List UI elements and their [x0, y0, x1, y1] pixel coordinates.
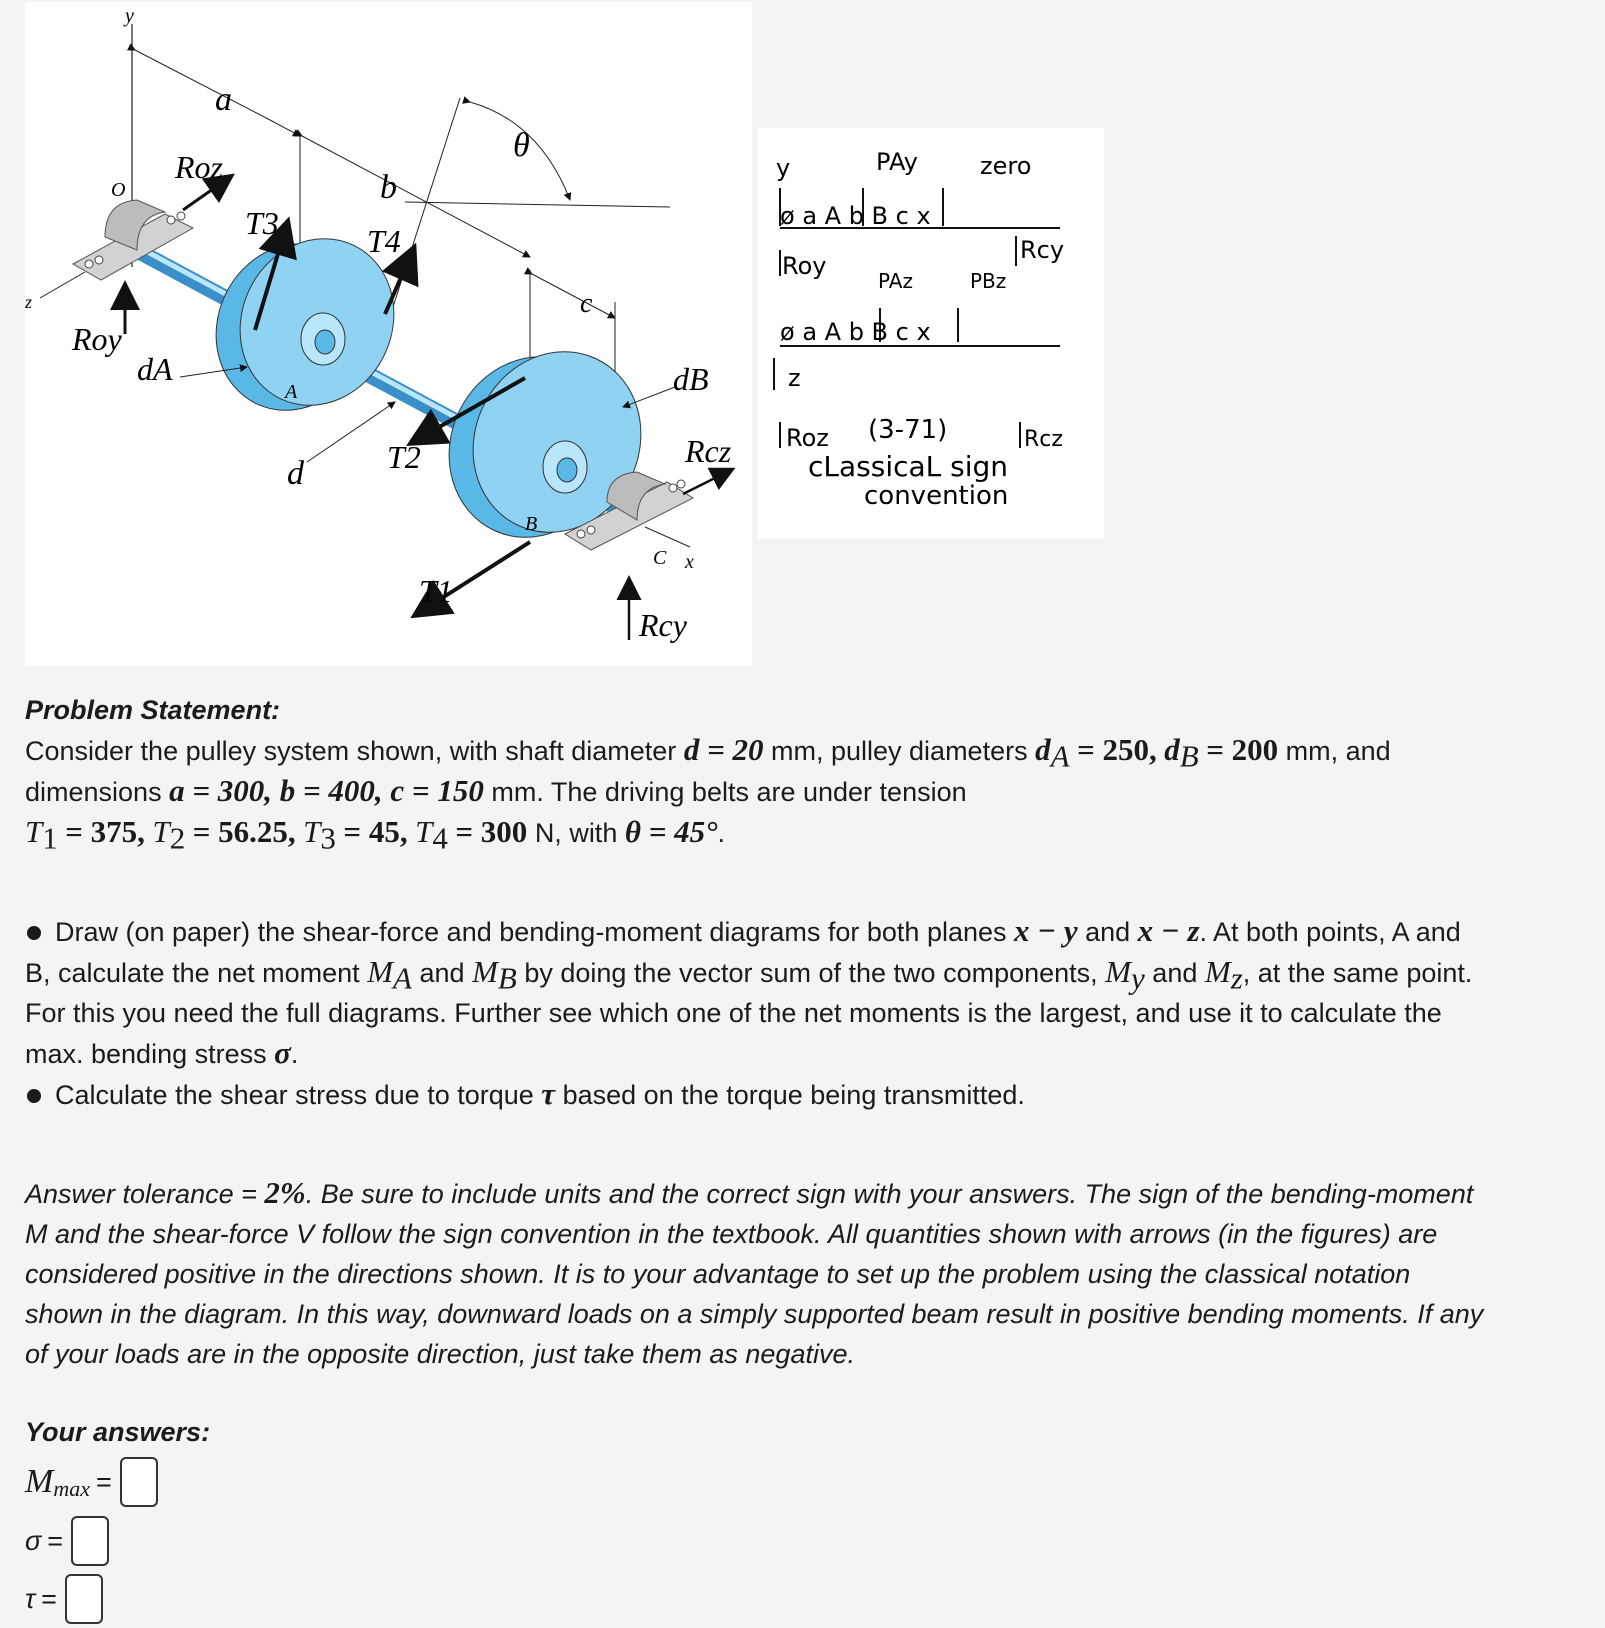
- pulley-figure-svg: [25, 2, 752, 666]
- label-point-b: B: [525, 513, 538, 535]
- sketch-z: z: [788, 364, 801, 392]
- t1-symbol: T: [25, 814, 43, 849]
- t1-value: = 375,: [65, 814, 145, 849]
- answer-row-sigma: [25, 1512, 1585, 1570]
- sigma-equals: =: [47, 1526, 64, 1556]
- bullet-2: [25, 1074, 1585, 1115]
- label-roy: Roy: [72, 321, 122, 357]
- bullet-1-text-c: B, calculate the net moment: [25, 958, 360, 988]
- pulley-figure: [25, 2, 752, 666]
- bullet-1-and: and: [1085, 917, 1131, 947]
- bullet-1-text-f: For this you need the full diagrams. Further see which one of the net moments is the largest, and use it to calculate the: [25, 998, 1442, 1028]
- rcz-arrow: [683, 470, 731, 494]
- sketch-ref: (3-71): [868, 415, 948, 445]
- hand-sketch: [758, 128, 1104, 539]
- answer-row-mmax: M max =: [25, 1452, 1585, 1512]
- bullet-1-text-g: max. bending stress: [25, 1039, 267, 1069]
- bullet-1: [25, 911, 1585, 1074]
- tau-answer-input[interactable]: [65, 1574, 103, 1624]
- da-value: = 250,: [1077, 732, 1157, 767]
- label-c: c: [580, 288, 593, 319]
- problem-text-2: mm, pulley diameters: [771, 736, 1028, 766]
- tau-answer-symbol: τ: [25, 1584, 36, 1614]
- problem-period: .: [717, 818, 726, 848]
- sketch-paz: PAz: [878, 269, 913, 293]
- sketch-caption-2: convention: [864, 481, 1009, 511]
- problem-content: [25, 690, 1585, 1628]
- label-o: O: [111, 179, 126, 201]
- tolerance-percent: 2%: [264, 1175, 306, 1210]
- tolerance-text-a: Answer tolerance =: [25, 1179, 257, 1209]
- problem-text-4: dimensions: [25, 777, 162, 807]
- sketch-roy: Roy: [782, 252, 827, 280]
- sketch-zero: zero: [980, 152, 1032, 180]
- mmax-answer-input[interactable]: [120, 1457, 158, 1507]
- plane-xz: x − z: [1137, 913, 1200, 948]
- mb-symbol: M: [472, 954, 498, 989]
- plane-xy: x − y: [1014, 913, 1078, 948]
- t2-value: = 56.25,: [192, 814, 296, 849]
- label-d: d: [287, 455, 304, 492]
- t4-value: = 300: [455, 814, 528, 849]
- dimensions: a = 300, b = 400, c = 150: [169, 773, 484, 808]
- bullet-1-period: .: [290, 1039, 299, 1069]
- label-t4: T4: [367, 223, 401, 259]
- bullet-1-text-d: by doing the vector sum of the two components,: [524, 958, 1098, 988]
- problem-text: [25, 730, 1585, 856]
- mb-sub: B: [497, 960, 517, 996]
- mmax-symbol: M: [25, 1463, 54, 1500]
- sigma-symbol: σ: [274, 1035, 291, 1070]
- bullet-dot: [27, 926, 41, 940]
- answer-row-tau: [25, 1570, 1585, 1628]
- tolerance-text-b: . Be sure to include units and the correct sign with your answers. The sign of the bending-moment: [305, 1179, 1474, 1209]
- sketch-rcz: Rcz: [1024, 427, 1063, 452]
- problem-text-6: N, with: [534, 818, 618, 848]
- label-rcy: Rcy: [639, 607, 687, 643]
- sketch-pbz: PBz: [970, 269, 1007, 293]
- problem-text-1: Consider the pulley system shown, with shaft diameter: [25, 736, 677, 766]
- t2-symbol: T: [152, 814, 170, 849]
- sketch-row2-beam: ø a A b B c x: [780, 318, 931, 346]
- db-value: = 200: [1206, 732, 1279, 767]
- bullet-2-text-b: based on the torque being transmitted.: [562, 1080, 1025, 1110]
- da-sub: A: [1050, 738, 1070, 774]
- bullet-2-text-a: Calculate the shear stress due to torque: [55, 1080, 534, 1110]
- ma-symbol: M: [367, 954, 394, 989]
- sketch-rcy: Rcy: [1020, 236, 1065, 264]
- ma-sub: A: [393, 960, 412, 996]
- theta-value: θ = 45°: [624, 814, 718, 849]
- label-db: dB: [673, 361, 709, 397]
- tolerance-text-c: M and the shear-force V follow the sign convention in the textbook. All quantities shown with arrows (in the figures) are: [25, 1219, 1438, 1249]
- hand-sketch-svg: [758, 128, 1104, 539]
- sigma-answer-symbol: σ: [25, 1526, 42, 1556]
- label-theta: θ: [513, 127, 530, 164]
- da-symbol: d: [1035, 732, 1051, 767]
- t4-symbol: T: [415, 814, 433, 849]
- sketch-row1-beam: ø a A b B c x: [780, 202, 931, 230]
- sketch-roz: Roz: [786, 424, 829, 452]
- bullet-1-text-b: . At both points, A and: [1199, 917, 1461, 947]
- my-sub: y: [1131, 960, 1145, 996]
- problem-text-3: mm, and: [1285, 736, 1391, 766]
- bullet-1-and-2: and: [419, 958, 465, 988]
- mmax-equals: =: [95, 1467, 112, 1497]
- tolerance-note: [25, 1173, 1585, 1374]
- bullet-dot: [27, 1089, 41, 1103]
- label-point-a: A: [285, 381, 298, 403]
- t4-arrow: [385, 250, 413, 314]
- label-b: b: [380, 169, 397, 206]
- my-symbol: M: [1105, 954, 1132, 989]
- sketch-y: y: [776, 154, 791, 182]
- bullet-1-text-e: , at the same point.: [1242, 958, 1473, 988]
- label-t2: T2: [387, 439, 421, 475]
- db-symbol: d: [1164, 732, 1180, 767]
- label-point-c: C: [653, 547, 667, 569]
- tau-symbol: τ: [541, 1076, 556, 1111]
- t3-value: = 45,: [343, 814, 408, 849]
- label-t1: T1: [419, 573, 453, 609]
- label-rcz: Rcz: [685, 433, 732, 469]
- mz-symbol: M: [1204, 954, 1231, 989]
- problem-heading: Problem Statement:: [25, 695, 281, 725]
- tau-equals: =: [41, 1584, 57, 1614]
- answers-section: [25, 1412, 1585, 1628]
- label-z: z: [25, 292, 33, 312]
- t3-symbol: T: [303, 814, 321, 849]
- task-bullets: [25, 911, 1585, 1115]
- mz-sub: z: [1230, 960, 1243, 996]
- label-da: dA: [137, 351, 173, 387]
- db-sub: B: [1179, 738, 1199, 774]
- t2-sub: 2: [169, 820, 186, 856]
- sketch-pay: PAy: [876, 148, 918, 176]
- t1-sub: 1: [42, 820, 58, 856]
- bullet-1-text-a: Draw (on paper) the shear-force and bending-moment diagrams for both planes: [55, 917, 1007, 947]
- label-x: x: [685, 551, 694, 573]
- bullet-1-and-3: and: [1152, 958, 1198, 988]
- answers-heading: Your answers:: [25, 1417, 211, 1447]
- problem-text-5: mm. The driving belts are under tension: [491, 777, 967, 807]
- label-y: y: [125, 5, 134, 27]
- label-roz: Roz: [175, 149, 223, 185]
- t4-sub: 4: [432, 820, 448, 856]
- sigma-answer-input[interactable]: [71, 1516, 109, 1566]
- shaft-diameter: d = 20: [683, 732, 764, 767]
- sketch-caption-1: cLassicaL sign: [808, 450, 1009, 483]
- tolerance-text-f: of your loads are in the opposite direction, just take them as negative.: [25, 1339, 855, 1369]
- tolerance-text-d: considered positive in the directions shown. It is to your advantage to set up the problem using the classical notation: [25, 1259, 1411, 1289]
- t3-sub: 3: [320, 820, 336, 856]
- label-a: a: [215, 81, 232, 118]
- tolerance-text-e: shown in the diagram. In this way, downward loads on a simply supported beam result in positive bending moments. If any: [25, 1299, 1484, 1329]
- label-t3: T3: [245, 205, 279, 241]
